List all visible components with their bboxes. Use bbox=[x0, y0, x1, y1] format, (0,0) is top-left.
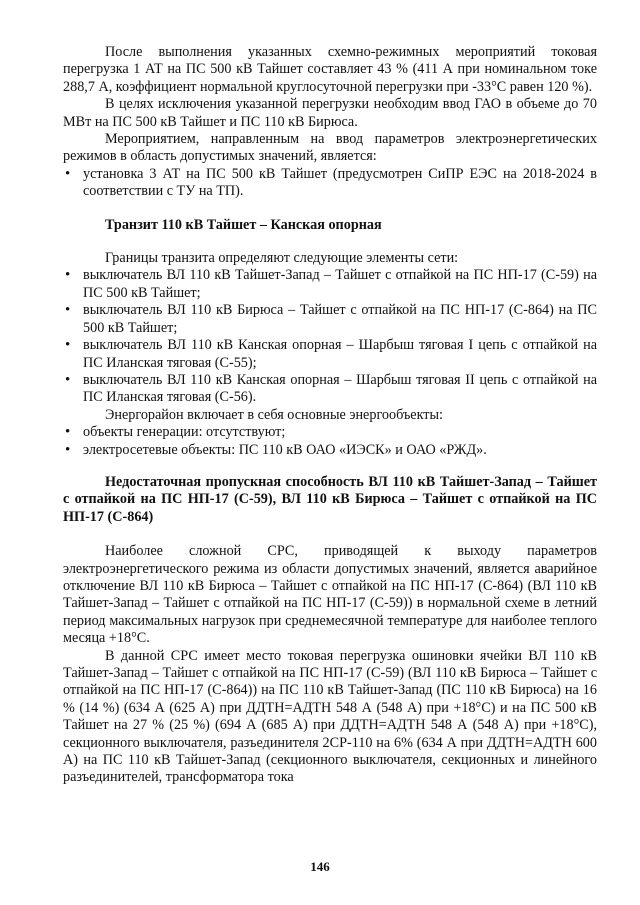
paragraph-measure-intro: Мероприятием, направленным на ввод параметров электроэнергетических режимов в область допустимых значений, является: bbox=[63, 131, 597, 165]
list-item: • выключатель ВЛ 110 кВ Бирюса – Тайшет с отпайкой на ПС НП-17 (С-864) на ПС 500 кВ Тайшет; bbox=[63, 302, 597, 337]
paragraph-borders-intro: Границы транзита определяют следующие элементы сети: bbox=[105, 250, 459, 267]
list-item: • электросетевые объекты: ПС 110 кВ ОАО «ИЭСК» и ОАО «РЖД». bbox=[63, 442, 597, 459]
section-heading-transit: Транзит 110 кВ Тайшет – Канская опорная bbox=[105, 216, 382, 233]
list-item: • выключатель ВЛ 110 кВ Канская опорная – Шарбыш тяговая II цепь с отпайкой на ПС Иланская тяговая (С-56). bbox=[63, 372, 597, 407]
paragraph-gao-requirement: В целях исключения указанной перегрузки необходим ввод ГАО в объеме до 70 МВт на ПС 500 кВ Тайшет и ПС 110 кВ Бирюса. bbox=[63, 96, 597, 130]
list-item: • установка 3 АТ на ПС 500 кВ Тайшет (предусмотрен СиПР ЕЭС на 2018-2024 в соответствии с ТУ на ТП). bbox=[63, 166, 597, 201]
page-content bbox=[63, 44, 597, 787]
borders-list bbox=[63, 267, 597, 406]
list-item: • выключатель ВЛ 110 кВ Тайшет-Запад – Тайшет с отпайкой на ПС НП-17 (С-59) на ПС 500 кВ Тайшет; bbox=[63, 267, 597, 302]
energy-objects-list bbox=[63, 424, 597, 459]
paragraph-overload-result: После выполнения указанных схемно-режимных мероприятий токовая перегрузка 1 АТ на ПС 500 кВ Тайшет составляет 43 % (411 А при номинальном токе 288,7 А, коэффициент нормальной круглосуточной перегрузки при -33°С равен 120 %). bbox=[63, 44, 597, 95]
section-heading-capacity: Недостаточная пропускная способность ВЛ 110 кВ Тайшет-Запад – Тайшет с отпайкой на ПС НП-17 (С-59), ВЛ 110 кВ Бирюса – Тайшет с отпайкой на ПС НП-17 (С-864) bbox=[63, 473, 597, 525]
paragraph-energy-intro: Энергорайон включает в себя основные энергообъекты: bbox=[105, 406, 443, 423]
paragraph-overload-details: В данной СРС имеет место токовая перегрузка ошиновки ячейки ВЛ 110 кВ Тайшет-Запад – Тайшет с отпайкой на ПС НП-17 (С-59) (ВЛ 110 кВ Бирюса – Тайшет с отпайкой на ПС НП-17 (С-864)) на ПС 110 кВ Тайшет-Запад (ПС 110 кВ Бирюса) на 16 % (14 %) (634 А (625 А) при ДДТН=АДТН 548 А (548 А) при +18°С) и на ПС 500 кВ Тайшет на 27 % (25 %) (694 А (685 А) при ДДТН=АДТН 548 А (548 А) при +18°С), секционного выключателя, разъединителя 2СР-110 на 6% (634 А при ДДТН=АДТН 600 А) на ПС 110 кВ Тайшет-Запад (секционного выключателя, секционных и линейного разъединителей, трансформатора тока bbox=[63, 647, 597, 786]
list-item: • объекты генерации: отсутствуют; bbox=[63, 424, 597, 441]
paragraph-critical-scenario: Наиболее сложной СРС, приводящей к выходу параметров электроэнергетического режима из области допустимых значений, является аварийное отключение ВЛ 110 кВ Бирюса – Тайшет с отпайкой на ПС НП-17 (С-864) (ВЛ 110 кВ Тайшет-Запад – Тайшет с отпайкой на ПС НП-17 (С-59)) в нормальной схеме в летний период максимальных нагрузок при среднемесячной температуре для наиболее теплого месяца +18°С. bbox=[63, 543, 597, 647]
list-item: • выключатель ВЛ 110 кВ Канская опорная – Шарбыш тяговая I цепь с отпайкой на ПС Иланская тяговая (С-55); bbox=[63, 337, 597, 372]
measures-list bbox=[63, 166, 597, 201]
page-number: 146 bbox=[310, 859, 330, 874]
